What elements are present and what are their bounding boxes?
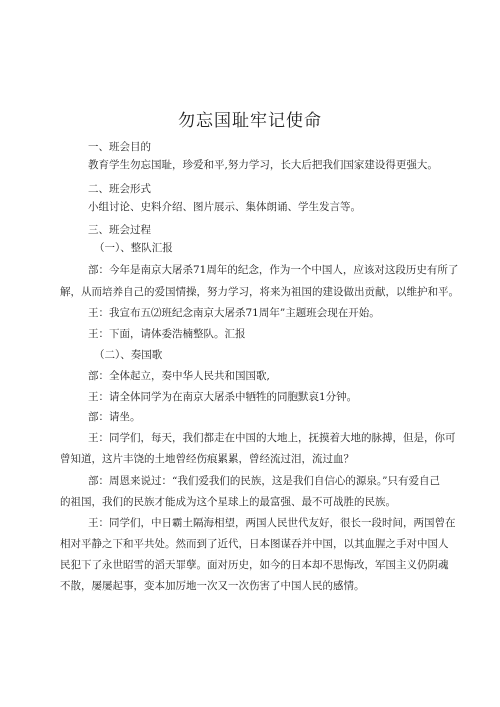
paragraph-line: 小组讨论、史料介绍、图片展示、集体朗诵、学生发言等。: [88, 201, 361, 213]
paragraph-line: 不散，屡屡起事，变本加厉地一次又一次伤害了中国人民的感情。: [60, 580, 365, 592]
paragraph-line: 民犯下了永世昭雪的滔天罪孽。面对历史，如今的日本却不思悔改，军国主义仍阴魂: [60, 559, 449, 571]
paragraph-line: 王：同学们，中日霸土隔海相望，两国人民世代友好，很长一段时间，两国曾在: [88, 517, 456, 529]
section-heading-form: 二、班会形式: [88, 183, 151, 195]
paragraph-line: 部：周恩来说过：“我们爱我们的民族，这是我们自信心的源泉。”只有爱自己: [88, 475, 440, 487]
paragraph-line: 王：同学们，每天，我们都走在中国的大地上，抚摸着大地的脉搏，但是，你可: [88, 432, 456, 444]
subsection-heading: （二）、奏国歌: [94, 349, 163, 361]
paragraph-line: 王：我宣布五⑵班纪念南京大屠杀71周年”主题班会现在开始。: [88, 307, 380, 319]
section-heading-purpose: 一、班会目的: [88, 141, 151, 153]
paragraph-line: 相对平静之下和平共处。然而到了近代，日本图谋吞并中国，以其血腥之手对中国人: [60, 538, 449, 550]
paragraph-line: 部：请坐。: [88, 411, 141, 423]
document-title: 勿忘国耻牢记使命: [178, 111, 322, 131]
section-heading-process: 三、班会过程: [88, 224, 151, 236]
paragraph-line: 教育学生勿忘国耻，珍爱和平,努力学习，长大后把我们国家建设得更强大。: [88, 159, 438, 171]
paragraph-line: 王：下面，请体委浩楠整队。汇报: [88, 328, 246, 340]
paragraph-line: 的祖国，我们的民族才能成为这个星球上的最富强、最不可战胜的民族。: [60, 496, 396, 508]
paragraph-line: 王：请全体同学为在南京大屠杀中牺牲的同胞默哀1分钟。: [88, 391, 358, 403]
paragraph-line: 部：全体起立，奏中华人民共和国国歌,: [88, 370, 270, 382]
paragraph-line: 部：今年是南京大屠杀71周年的纪念，作为一个中国人，应该对这段历史有所了: [88, 264, 459, 276]
paragraph-line: 解，从而培养自己的爱国情操，努力学习，将来为祖国的建设做出贡献，以维护和平。: [60, 286, 459, 298]
subsection-heading: （一）、整队汇报: [94, 242, 173, 254]
paragraph-line: 曾知道，这片丰饶的土地曾经伤痕累累，曾经流过泪，流过血？: [60, 453, 354, 465]
